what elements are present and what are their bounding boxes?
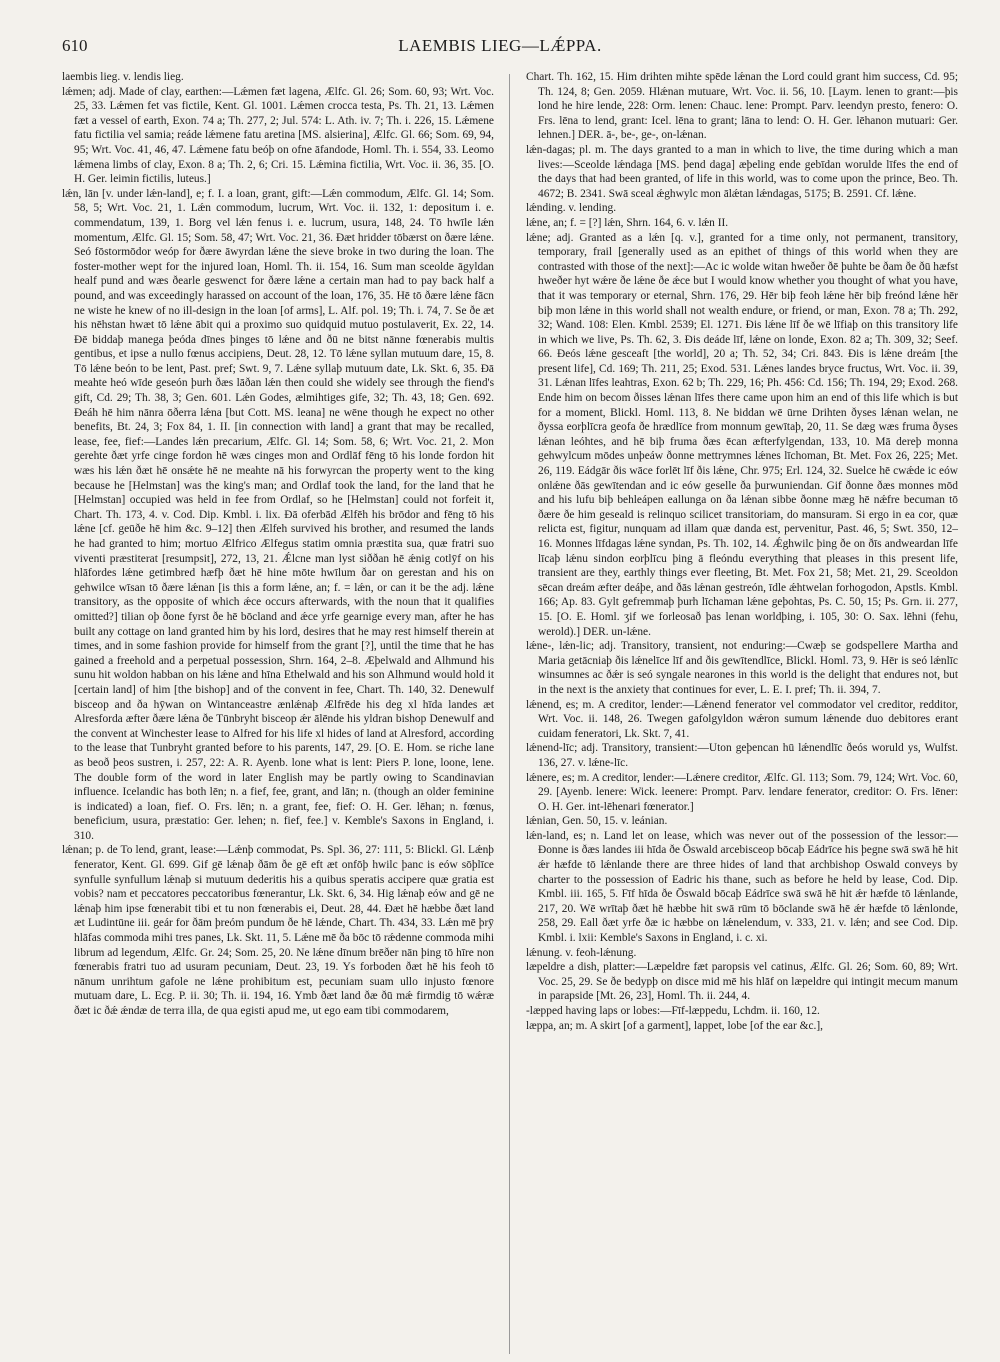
entry-laen-land: lǽn-land, es; n. Land let on lease, which was never out of the possession of the lessor:—Ðonne is ðæs landes iii hīda ðe Ōswald arcebisceop bōcaþ Eádrīce his þegne swā swā hē hit ǽr hæfde tō lǽnlande there are three hides of land that archbishop Oswald conveys by charter to the possession of Eadric his thane, such as before he held by lease, Cod. Dip. Kmbl. iii. 165, 5. Fīf hīda ðe Ōswald bōcaþ Eádrīce swā swā hē hit ǽr hæfde tō lǽnlande, 217, 20. Wē wrītaþ ðæt hē hæbbe hit swā rūm tō bōclande swā hē ǽr hæfde tō lǽnlonde, 258, 29. Eall ðæt yrfe ðæ ic hæbbe on lǽnelendum, v. 333, 21. v. lǽn; and see Cod. Dip. Kmbl. i. lxii: Kemble's Saxons in England, i. c. xi. [526, 829, 958, 945]
entry-laen-dagas: lǽn-dagas; pl. m. The days granted to a man in which to live, the time during which a man lives:—Sceolde lǽndaga [MS. þend daga] æþeling ende gebīdan worulde līfes the end of the days that had been granted, of life in this world, was to come upon the prince, Beo. Th. 4672; B. 2341. Swā sceal ǽghwylc mon ālǽtan lǽndagas, 5175; B. 2591. Cf. lǽne. [526, 143, 958, 200]
entry-laembis-lieg: laembis lieg. v. lendis lieg. [62, 71, 184, 83]
running-head: LAEMBIS LIEG—LǼPPA. [398, 36, 602, 55]
entry-laepped: -læpped having laps or lobes:—Fīf-læppedu, Lchdm. ii. 160, 12. [526, 1005, 820, 1017]
entry-laenian: lǽnian, Gen. 50, 15. v. leánian. [526, 815, 668, 828]
left-column [62, 70, 494, 1350]
entry-laeppa: læppa, an; m. A skirt [of a garment], lappet, lobe [of the ear &c.], [526, 1019, 824, 1032]
page-header [62, 36, 938, 58]
entry-laenan: lǽnan; p. de To lend, grant, lease:—Lǽnþ commodat, Ps. Spl. 36, 27: 111, 5: Blickl. Gl. Lǽnþ fenerator, Kent. Gl. 699. Gif gē lǽnaþ ðām ðe gē eft æt onfōþ hwilc þanc is eów sōþlīce synfulle synfullum lǽnaþ si mutuum dederitis his a quibus speratis accipere quæ gratia est vobis? nam et peccatores peccatoribus fœnerantur, Lk. Skt. 6, 34. Hig lǽnaþ eów and gē ne lǽnaþ him ipse fœnerabit tibi et tu non fœnerabis ei, Deut. 28, 44. Ðæt hē hæbbe ðæt land æt Ludintūne iii. geár for ðām þreóm pundum ðe hē lǽnde, Chart. Th. 434, 33. Lǽn mē þrȳ hlāfas commoda mihi tres panes, Lk. Skt. 11, 5. Lǽne mē ða bōc tō rǽdenne commoda mihi librum ad legendum, Ælfc. Gr. 24; Som. 25, 20. Ne lǽne dīnum brēðer nān þing tō hīre non fœnerabis fratri tuo ad usuram pecuniam, Deut. 23, 19. Ys forboden ðæt hē his feoh tō nānum unrihtum gafole ne lǽne prohibitum est, pecuniam suam ullo injusto fœnore mutuam dare, L. Ecg. P. ii. 30; Th. ii. 194, 16. Ymb ðæt land ðæ ðū mǽ firmdig tō wǽræ ðæt ic ðǽ ǽndæ de terra illa, de qua egisti apud me, ut ego eam tibi commodarem, [62, 844, 494, 1017]
entry-laepeldre: læpeldre a dish, platter:—Læpeldre fæt paropsis vel catinus, Ælfc. Gl. 26; Som. 60, 89; Wrt. Voc. 25, 29. Se ðe bedypþ on disce mid mē his hlāf on læpeldre qui intingit mecum manum in parapside [Mt. 26, 23], Homl. Th. ii. 244, 4. [526, 961, 958, 1003]
entry-laene-adj: lǽne; adj. Granted as a lǽn [q. v.], granted for a time only, not permanent, transitory, temporary, frail [generally used as an epithet of things of this world when they are contrasted with those of the next]:—Ac ic wolde witan hweðer ðē þuhte be ðam ðe ðū hæfst hweðer hyt wǽre ðe lǽne ðe ǽce but I would know whether you thought of what you have, that it was temporary or eternal, Shrn. 176, 29. Hēr biþ feoh lǽne hēr biþ freónd lǽne hēr biþ mon lǽne in this world shall not wealth endure, or friend, or man, Exon. 78 a; Th. 292, 32; Wand. 108: Elen. Kmbl. 2539; El. 1271. Ðis lǽne līf ðe wē līfiaþ on this transitory life in which we live, Ps. Th. 62, 3. Ðis deáde līf, lǽne on londe, Exon. 82 a; Th. 309, 32; Seef. 66. Ðeós lǽne gesceaft [the world], 20 a; Th. 52, 34; Cri. 843. Ðis is lǽne dreám [the present life], Cd. 169; Th. 211, 25; Exod. 531. Lǽnes landes bryce fructus, Wrt. Voc. ii. 39, 31. Lǽnan līfes leahtras, Exon. 62 b; Th. 229, 16; Ph. 456: Cd. 156; Th. 194, 29; Exod. 268. Ende him on becom ðisses lǽnan līfes there came upon him an end of this life which is but for a moment, Blickl. Homl. 113, 8. Ne biddan wē ūrne Drihten ðyses lǽnan welan, ne ðyssa eorþlīcra geofa ðe hrædlīce from monnum gewītaþ, 20, 11. Se dæg wæs fruma ðyses lǽnan leóhtes, and hē biþ fruma ðæs ēcan æfterfylgendan, 133, 10. Mā dereþ monna gehwylcum mōdes unþeáw ðonne mettrymnes lǽnes līchoman, Bt. Met. Fox 26, 225; Met. 26, 119. Eádgār ðis wāce forlēt līf ðis lǽne, Chr. 975; Erl. 124, 32. Suelce hē cwǽde ic eów onlǽne ðās gewītendan and ic eów geselle ða þurwuniendan. Gif ðonne ðæs monnes mōd and his lufu biþ behleápen eallunga on ða lǽnan sibbe ðonne mæg hē nǽfre becuman tō ðære ðe him geseald is relinquo scilicet transitoriam, do mansuram. Si ergo in ea cor, quæ relicta est, figitur, nunquam ad illam quæ danda est, pervenitur, Past. 46, 5; Swt. 350, 12–16. Monnes līfdagas lǽne syndan, Ps. Th. 102, 14. Ǽghwilc þing ðe on ðīs andweardan līfe līcaþ lǽnu sindon eorþlīcu þing ā fleóndu everything that pleases in this present life, transient are they, earthly things ever fleeting, Bt. Met. Fox 21, 58; Met. 21, 29. Sceoldon sēcan dreám æfter deáþe, and ðās lǽnan gestreón, īdle ǽhtwelan forhogodon, Apstls. Kmbl. 166; Ap. 83. Gylt gefremmaþ þurh līchaman lǽne geþohtas, Ps. C. 50, 15; Ps. Grn. ii. 277, 15. [O. E. Homl. ʒif we forleosað þas lenan worldþing, i. 105, 30: O. Sax. lēhni (fehu, werold).] DER. un-lǽne. [526, 231, 958, 638]
entry-laenung: lǽnung. v. feoh-lǽnung. [526, 946, 637, 959]
entry-laending: lǽnding. v. lending. [526, 202, 617, 215]
column-divider [509, 74, 510, 1354]
entry-laemen: lǽmen; adj. Made of clay, earthen:—Lǽmen fæt lagena, Ælfc. Gl. 26; Som. 60, 93; Wrt. Voc. 25, 33. Lǽmen fet vas fictile, Kent. Gl. 1001. Lǽmen crocca testa, Ps. Th. 21, 13. Lǽmen fæt a vessel of earth, Exon. 74 a; Th. 277, 2; Jul. 574: L. Ath. iv. 7; Th. i. 226, 15. Lǽmene fatu fictilia vel samia; reáde lǽmene fatu aretina [MS. alsierina], Ælfc. Gl. 66; Som. 69, 94, 95; Wrt. Voc. 41, 46, 47. Lǽmene fatu beóþ on ofne āfandode, Homl. Th. i. 554, 33. Leomo lǽmena limbs of clay, Exon. 8 a; Th. 2, 6; Cri. 15. Lǽmina fictilia, Wrt. Voc. ii. 36, 35. [O. H. Ger. leimin fictilis, luteus.] [62, 85, 494, 186]
right-column [526, 70, 958, 1350]
entry-laene-noun: lǽne, an; f. = [?] lǽn, Shrn. 164, 6. v. lǽn II. [526, 216, 729, 229]
entry-laenan-continued: Chart. Th. 162, 15. Him drihten mihte spēde lǽnan the Lord could grant him success, Cd. 95; Th. 124, 8; Gen. 2059. Hlǽnan mutuare, Wrt. Voc. ii. 56, 10. [Laym. lenen to grant:—þis lond he hire lende, 228: Orm. lenen: Chauc. lene: Prompt. Parv. leendyn presto, fenero: O. Frs. lēna to lend, grant: Icel. lēna to grant; lāna to lend: O. H. Ger. lēhanon mutuari: Ger. lehnen.] DER. ā-, be-, ge-, on-lǽnan. [526, 71, 958, 142]
entry-laenend: lǽnend, es; m. A creditor, lender:—Lǽnend fenerator vel commodator vel creditor, redditor, Wrt. Voc. ii. 148, 26. Twegen gafolgyldon wǽron sumum lǽnende duo debitores erant cuidam feneratori, Lk. Skt. 7, 41. [526, 698, 958, 740]
entry-laene-lic: lǽne-, lǽn-lic; adj. Transitory, transient, not enduring:—Cwæþ se godspellere Martha and Maria getācniaþ ðis lǽnelīce līf and ðis gewītendlīce, Blickl. Homl. 73, 9. Hēr is seó lǽnlīc winsumnes ac ðǽr is seó syngale nearones in this world is the delight that endures not, but in the next is the anxiety that continues for ever, L. E. I. pref; Th. ii. 394, 7. [526, 640, 958, 696]
page-number: 610 [62, 36, 88, 55]
entry-laenere: lǽnere, es; m. A creditor, lender:—Lǽnere creditor, Ælfc. Gl. 113; Som. 79, 124; Wrt. Voc. 60, 29. [Ayenb. lenere: Wick. leenere: Prompt. Parv. lendare fenerator, creditor: O. Frs. lēner: O. H. Ger. int-lēhenari fœnerator.] [526, 771, 958, 813]
entry-laenend-lic: lǽnend-līc; adj. Transitory, transient:—Uton geþencan hū lǽnendlīc ðeós woruld ys, Wulfst. 136, 27. v. lǽne-līc. [526, 742, 958, 769]
entry-laen: lǽn, lān [v. under lǽn-land], e; f. I. a loan, grant, gift:—Lǽn commodum, Ælfc. Gl. 14; Som. 58, 5; Wrt. Voc. 21, 1. Lǽn commodum, lucrum, Wrt. Voc. ii. 132, 1: depositum i. e. commendatum, 139, 1. Borg vel lǽn fenus i. e. lucrum, usura, 148, 24. Tō hwīle lǽn momentum, Ælfc. Gl. 15; Som. 58, 47; Wrt. Voc. 21, 36. Ðæt hridder tōbærst on ðære lǽne. Seó fōstormōdor weóp for ðære āwyrdan lǽne the sieve broke in two during the loan. The foster-mother wept for the injured loan, Homl. Th. ii. 154, 16. Sum man sceolde āgyldan healf pund and wæs ðearle geswenct for ðære lǽne a certain man had to pay back half a pound, and was exceedingly harassed on account of the loan, 176, 35. Hē tō ðære lǽne fācn ne wiste he knew of no ill-design in the loan [of arms], L. Alf. pol. 19; Th. i. 74, 7. Se ðe æt his nēhstan hwæt tō lǽne ābit qui a proximo suo quidquid mutuo postulaverit, Ex. 22, 14. Ðē biddaþ manega þeóda dīnes þinges tō lǽne and ðū ne bitst nānne fœnerabis multis gentibus, et ipse a nullo fœnus accipiens, Deut. 28, 12. Tō lǽne syllan mutuum dare, 15, 8. Tō lǽne beón to be lent, Past. pref; Swt. 9, 7. Lǽne syllaþ mutuum date, Lk. Skt. 6, 35. Ðā meahte heó wīde geseón þurh ðæs lāðan lǽn then could she widely see through the fiend's gift, Cd. 29; Th. 38, 3; Gen. 601. Lǽn Godes, ælmihtiges gife, 32; Th. 43, 18; Gen. 692. Ðeáh hē him nānra ōðerra lǽna [but Cott. MS. leana] ne wēne though he expect no other benefits, Bt. 24, 3; Fox 84, 1. II. [in connection with land] a grant that may be recalled, lease, fee, fief:—Landes lǽn precarium, Ælfc. Gl. 14; Som. 58, 6; Wrt. Voc. 21, 2. Mon gerehte ðæt yrfe cinge fordon hē wæs cinges mon and Ordlāf fēng tō his londe fordon hit wæs his lǽn ðæt hē onsǽte hē ne meahte nā his forwyrcan the property went to the king because he [Helmstan] was the king's man; and Ordlaf took the land, for the land that he [Helmstan] occupied was held in fee from Ordlaf, so he [Helmstan] could not forfeit it, Chart. Th. 173, 4. v. Cod. Dip. Kmbl. i. lix. Ðā oferbād Ælfēh his brōdor and fēng tō his lǽne [cf. geūðe hē him &c. 9–12] then Ælfeh survived his brother, and resumed the lands he had granted to him; mortuo Ælfrico Ælfegus statim omnia præstita sua, quæ fratri suo viventi præstiterat [resumpsit], 272, 13, 21. Ǽlcne man lyst siððan hē ǽnig cotlȳf on his hlāfordes lǽne getimbred hæfþ ðæt hē hine mōte hwīlum ðar on gerestan and his on gehwilce wīsan tō ðære lǽnan [is this a form lǽne, an; f. = lǽn, or can it be the adj. lǽne transitory, as the opposite of which ǽce occurs afterwards, with the noun that it qualifies omitted?] tilian oþ ðone fyrst ðe hē bōcland and ǽce yrfe gearnige every man, after he has built any cottage on land granted him by his lord, desires that he may rest himself therein at times, and in some fashion provide for himself from the grant [?], until the time that he has gained a freehold and a perpetual possession, Shrn. 164, 2–8. Æþelwald and Alhmund his sunu hit woldon habban on his lǽne and hīna Ethelwald and his son Alhmund would hold it [certain land] of him [the bishop] and of the convent in fee, Chart. Th. 140, 32. Denewulf bisceop and ða hȳwan on Wintanceastre ænlǽnaþ Ælfrēde his deg xl hīda landes æt Alresforda æfter ðære lǽna ðe Tūnbryht bisceop ǽr ālēnde his yldran bishop Denewulf and the convent at Winchester lease to Alfred for his life xl hides of land at Alresford, according to the lease that Tunbryht granted before to his parents, 147, 29. [O. E. Hom. se riche lane as beoð þeos sustren, i. 257, 22: A. R. Ayenb. lone what is lent: Piers P. lone, loone, lene. The double form of the word in later English may be partly owing to Scandinavian influence. Icelandic has both lēn; n. a fief, fee, grant, and lān; n. (though an older feminine is indicated) a loan, fief. O. Frs. lēn; n. a grant, fee, fief: O. H. Ger. lēhan; n. fœnus, beneficium, usura, præstatio: Ger. lehen; n. fief, fee.] v. Kemble's Saxons in England, i. 310. [62, 187, 494, 842]
